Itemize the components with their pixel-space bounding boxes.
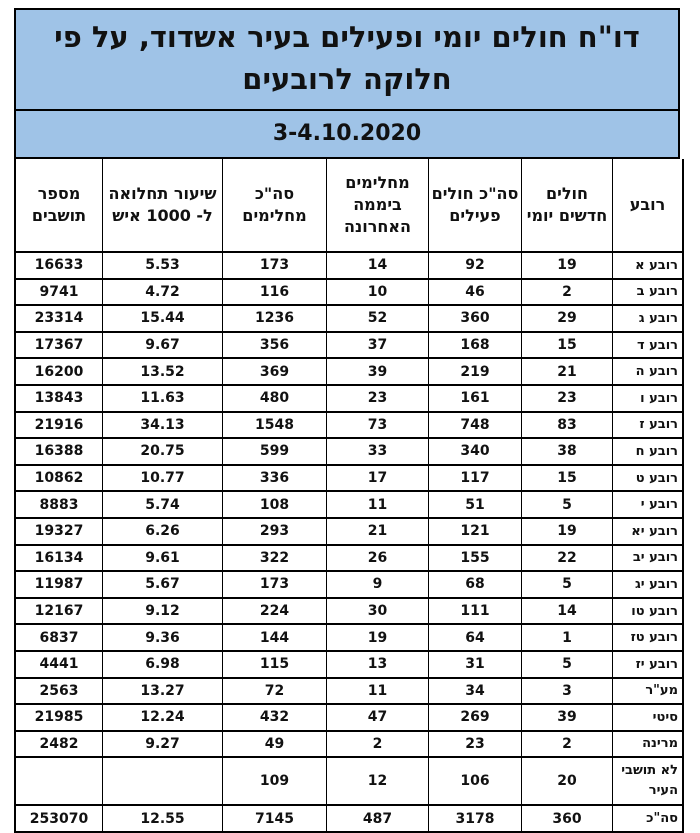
cell-district: לא תושבי העיר bbox=[612, 758, 682, 806]
table-row bbox=[16, 306, 682, 333]
cell-total-recovered: 1548 bbox=[222, 413, 326, 440]
cell-new-daily: 5 bbox=[521, 652, 612, 679]
cell-total-recovered: 109 bbox=[222, 758, 326, 806]
cell-residents: 253070 bbox=[29, 810, 89, 827]
cell-residents: 12167 bbox=[16, 599, 102, 626]
table-row bbox=[16, 806, 682, 831]
cell-recovered-24h: 2 bbox=[326, 732, 428, 759]
cell-recovered-24h: 11 bbox=[326, 492, 428, 519]
cell-rate-per-1000: 5.67 bbox=[102, 572, 222, 599]
cell-recovered-24h: 12 bbox=[326, 758, 428, 806]
cell-residents: 4441 bbox=[16, 652, 102, 679]
cell-district: רובע יג bbox=[612, 572, 682, 599]
cell-recovered-24h: 19 bbox=[326, 625, 428, 652]
table-header-row bbox=[16, 159, 682, 253]
report-sheet bbox=[14, 8, 680, 833]
table-row bbox=[16, 732, 682, 759]
cell-total-recovered: 72 bbox=[222, 679, 326, 706]
cell-total-recovered: 173 bbox=[222, 253, 326, 280]
cell-total-recovered: 369 bbox=[222, 359, 326, 386]
cell-district: רובע י bbox=[612, 492, 682, 519]
table-row bbox=[16, 466, 682, 493]
cell-recovered-24h: 17 bbox=[326, 466, 428, 493]
cell-recovered-24h: 37 bbox=[326, 333, 428, 360]
table-row bbox=[16, 333, 682, 360]
cell-total-active: 121 bbox=[428, 519, 521, 546]
header-rate-per-1000: שיעור תחלואה ל- 1000 איש bbox=[102, 159, 222, 253]
cell-recovered-24h: 9 bbox=[326, 572, 428, 599]
table-row bbox=[16, 546, 682, 573]
table-row bbox=[16, 652, 682, 679]
cell-district: רובע טו bbox=[612, 599, 682, 626]
header-recovered-24h: מחלימים ביממה האחרונה bbox=[326, 159, 428, 253]
cell-residents: 2563 bbox=[16, 679, 102, 706]
cell-total-active: 106 bbox=[428, 758, 521, 806]
cell-new-daily: 39 bbox=[521, 705, 612, 732]
cell-residents: 11987 bbox=[16, 572, 102, 599]
cell-district: רובע ו bbox=[612, 386, 682, 413]
cell-recovered-24h: 52 bbox=[326, 306, 428, 333]
cell-recovered-24h: 487 bbox=[326, 806, 428, 831]
report-title-line-1: דו"ח חולים יומי ופעילים בעיר אשדוד, על פי bbox=[54, 20, 640, 54]
cell-total-active: 155 bbox=[428, 546, 521, 573]
cell-new-daily: 360 bbox=[521, 806, 612, 831]
cell-new-daily: 15 bbox=[521, 333, 612, 360]
cell-total-active: 34 bbox=[428, 679, 521, 706]
cell-total-recovered: 224 bbox=[222, 599, 326, 626]
districts-table bbox=[14, 159, 684, 833]
cell-residents: 16633 bbox=[16, 253, 102, 280]
cell-rate-per-1000: 34.13 bbox=[102, 413, 222, 440]
cell-recovered-24h: 14 bbox=[326, 253, 428, 280]
cell-rate-per-1000: 6.26 bbox=[102, 519, 222, 546]
cell-total-active: 3178 bbox=[428, 806, 521, 831]
cell-rate-per-1000: 5.53 bbox=[102, 253, 222, 280]
cell-rate-per-1000: 9.67 bbox=[102, 333, 222, 360]
cell-district: רובע יב bbox=[612, 546, 682, 573]
cell-total-recovered: 144 bbox=[222, 625, 326, 652]
cell-district: רובע ה bbox=[612, 359, 682, 386]
report-title-line-2: חלוקה לרובעים bbox=[242, 62, 452, 96]
cell-new-daily: 15 bbox=[521, 466, 612, 493]
table-row bbox=[16, 253, 682, 280]
cell-new-daily: 1 bbox=[521, 625, 612, 652]
cell-total-active: 51 bbox=[428, 492, 521, 519]
cell-recovered-24h: 47 bbox=[326, 705, 428, 732]
cell-district: רובע ד bbox=[612, 333, 682, 360]
cell-rate-per-1000: 4.72 bbox=[102, 280, 222, 307]
header-total-recovered: סה"כ מחלימים bbox=[222, 159, 326, 253]
cell-residents: 2482 bbox=[16, 732, 102, 759]
cell-total-recovered: 356 bbox=[222, 333, 326, 360]
cell-district: סה"כ bbox=[612, 806, 682, 831]
cell-rate-per-1000: 11.63 bbox=[102, 386, 222, 413]
cell-district: רובע ז bbox=[612, 413, 682, 440]
cell-total-recovered: 432 bbox=[222, 705, 326, 732]
cell-total-active: 748 bbox=[428, 413, 521, 440]
table-row bbox=[16, 359, 682, 386]
cell-recovered-24h: 26 bbox=[326, 546, 428, 573]
cell-rate-per-1000: 9.36 bbox=[102, 625, 222, 652]
cell-total-active: 92 bbox=[428, 253, 521, 280]
cell-district: מרינה bbox=[612, 732, 682, 759]
cell-total-recovered: 115 bbox=[222, 652, 326, 679]
cell-new-daily: 14 bbox=[521, 599, 612, 626]
table-row bbox=[16, 492, 682, 519]
cell-rate-per-1000: 5.74 bbox=[102, 492, 222, 519]
cell-total-active: 269 bbox=[428, 705, 521, 732]
cell-recovered-24h: 73 bbox=[326, 413, 428, 440]
cell-recovered-24h: 23 bbox=[326, 386, 428, 413]
cell-new-daily: 19 bbox=[521, 253, 612, 280]
cell-total-recovered: 599 bbox=[222, 439, 326, 466]
cell-residents: 23314 bbox=[16, 306, 102, 333]
header-district: רובע bbox=[612, 159, 682, 253]
cell-rate-per-1000: 10.77 bbox=[102, 466, 222, 493]
cell-residents: 21985 bbox=[16, 705, 102, 732]
cell-total-recovered: 116 bbox=[222, 280, 326, 307]
cell-new-daily: 29 bbox=[521, 306, 612, 333]
cell-total-recovered: 7145 bbox=[222, 806, 326, 831]
cell-rate-per-1000: 12.55 bbox=[102, 806, 222, 831]
cell-new-daily: 2 bbox=[521, 280, 612, 307]
cell-recovered-24h: 11 bbox=[326, 679, 428, 706]
cell-district: רובע ג bbox=[612, 306, 682, 333]
cell-new-daily: 21 bbox=[521, 359, 612, 386]
table-row bbox=[16, 599, 682, 626]
cell-district: רובע ט bbox=[612, 466, 682, 493]
cell-total-active: 340 bbox=[428, 439, 521, 466]
cell-total-active: 168 bbox=[428, 333, 521, 360]
table-body bbox=[16, 253, 682, 831]
cell-rate-per-1000: 9.61 bbox=[102, 546, 222, 573]
table-row bbox=[16, 280, 682, 307]
cell-residents: 9741 bbox=[16, 280, 102, 307]
cell-district: רובע ח bbox=[612, 439, 682, 466]
cell-new-daily: 19 bbox=[521, 519, 612, 546]
cell-rate-per-1000 bbox=[102, 758, 222, 806]
table-row bbox=[16, 705, 682, 732]
cell-total-active: 68 bbox=[428, 572, 521, 599]
cell-total-recovered: 49 bbox=[222, 732, 326, 759]
table-row bbox=[16, 439, 682, 466]
cell-new-daily: 22 bbox=[521, 546, 612, 573]
cell-new-daily: 23 bbox=[521, 386, 612, 413]
cell-rate-per-1000: 15.44 bbox=[102, 306, 222, 333]
cell-new-daily: 5 bbox=[521, 572, 612, 599]
cell-residents: 6837 bbox=[16, 625, 102, 652]
report-title-box bbox=[14, 8, 680, 111]
report-date: 3-4.10.2020 bbox=[14, 111, 680, 159]
cell-total-active: 23 bbox=[428, 732, 521, 759]
cell-residents: 13843 bbox=[16, 386, 102, 413]
cell-recovered-24h: 13 bbox=[326, 652, 428, 679]
cell-rate-per-1000: 13.52 bbox=[102, 359, 222, 386]
cell-total-active: 161 bbox=[428, 386, 521, 413]
cell-rate-per-1000: 13.27 bbox=[102, 679, 222, 706]
cell-residents: 16200 bbox=[16, 359, 102, 386]
table-row bbox=[16, 625, 682, 652]
header-residents: מספר תושבים bbox=[16, 159, 102, 253]
cell-new-daily: 5 bbox=[521, 492, 612, 519]
cell-residents: 17367 bbox=[16, 333, 102, 360]
cell-district: רובע ב bbox=[612, 280, 682, 307]
table-row bbox=[16, 519, 682, 546]
cell-rate-per-1000: 9.27 bbox=[102, 732, 222, 759]
cell-total-active: 117 bbox=[428, 466, 521, 493]
cell-total-active: 360 bbox=[428, 306, 521, 333]
cell-total-recovered: 322 bbox=[222, 546, 326, 573]
cell-total-recovered: 480 bbox=[222, 386, 326, 413]
cell-recovered-24h: 21 bbox=[326, 519, 428, 546]
cell-recovered-24h: 33 bbox=[326, 439, 428, 466]
cell-total-recovered: 336 bbox=[222, 466, 326, 493]
cell-district: רובע טז bbox=[612, 625, 682, 652]
cell-residents: 16134 bbox=[16, 546, 102, 573]
cell-district: מע"ר bbox=[612, 679, 682, 706]
cell-new-daily: 20 bbox=[521, 758, 612, 806]
cell-new-daily: 83 bbox=[521, 413, 612, 440]
header-total-active: סה"כ חולים פעילים bbox=[428, 159, 521, 253]
cell-rate-per-1000: 6.98 bbox=[102, 652, 222, 679]
table-row bbox=[16, 679, 682, 706]
table-row bbox=[16, 413, 682, 440]
cell-total-recovered: 108 bbox=[222, 492, 326, 519]
cell-new-daily: 2 bbox=[521, 732, 612, 759]
cell-residents: 8883 bbox=[16, 492, 102, 519]
cell-district: סיטי bbox=[612, 705, 682, 732]
cell-total-active: 31 bbox=[428, 652, 521, 679]
cell-total-active: 46 bbox=[428, 280, 521, 307]
cell-district: רובע א bbox=[612, 253, 682, 280]
cell-total-active: 219 bbox=[428, 359, 521, 386]
cell-rate-per-1000: 20.75 bbox=[102, 439, 222, 466]
table-row bbox=[16, 386, 682, 413]
cell-residents: 10862 bbox=[16, 466, 102, 493]
cell-total-recovered: 293 bbox=[222, 519, 326, 546]
cell-total-active: 64 bbox=[428, 625, 521, 652]
cell-recovered-24h: 30 bbox=[326, 599, 428, 626]
cell-new-daily: 38 bbox=[521, 439, 612, 466]
cell-residents: 16388 bbox=[16, 439, 102, 466]
cell-district: רובע יא bbox=[612, 519, 682, 546]
cell-residents: 19327 bbox=[16, 519, 102, 546]
cell-rate-per-1000: 12.24 bbox=[102, 705, 222, 732]
cell-total-recovered: 173 bbox=[222, 572, 326, 599]
cell-rate-per-1000: 9.12 bbox=[102, 599, 222, 626]
cell-district: רובע יז bbox=[612, 652, 682, 679]
table-row bbox=[16, 572, 682, 599]
cell-total-recovered: 1236 bbox=[222, 306, 326, 333]
cell-total-active: 111 bbox=[428, 599, 521, 626]
cell-residents: 21916 bbox=[16, 413, 102, 440]
table-row bbox=[16, 758, 682, 806]
cell-recovered-24h: 39 bbox=[326, 359, 428, 386]
cell-new-daily: 3 bbox=[521, 679, 612, 706]
header-new-daily: חולים חדשים יומי bbox=[521, 159, 612, 253]
cell-residents bbox=[16, 758, 102, 806]
cell-recovered-24h: 10 bbox=[326, 280, 428, 307]
